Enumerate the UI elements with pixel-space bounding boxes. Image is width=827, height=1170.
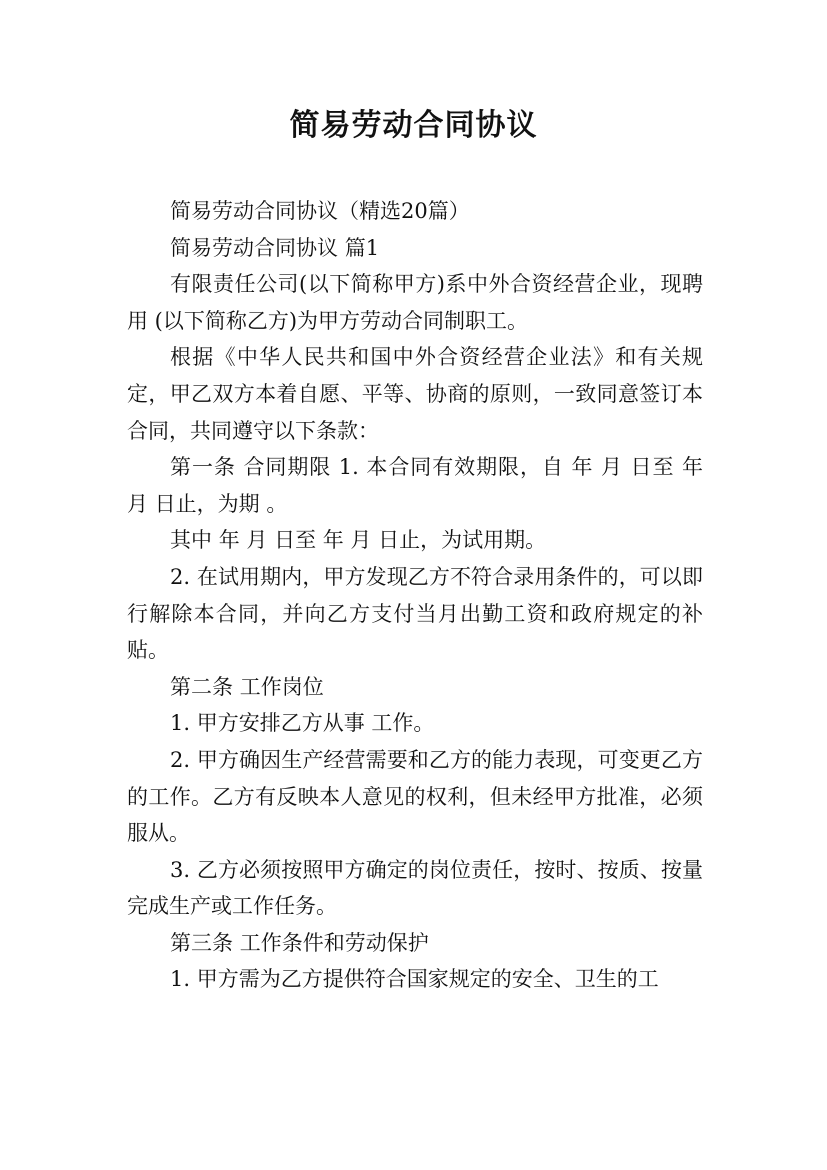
paragraph-article-1: 第一条 合同期限 1. 本合同有效期限，自 年 月 日至 年 月 日止，为期 。 (127, 455, 703, 516)
paragraph: 有限责任公司(以下简称甲方)系中外合资经营企业，现聘用 (以下简称乙方)为甲方劳动合同制职工。 (127, 272, 703, 333)
paragraph: 2. 在试用期内，甲方发现乙方不符合录用条件的，可以即行解除本合同，并向乙方支付当月出勤工资和政府规定的补贴。 (127, 564, 703, 663)
paragraph: 3. 乙方必须按照甲方确定的岗位责任，按时、按质、按量完成生产或工作任务。 (127, 857, 703, 919)
paragraph: 其中 年 月 日至 年 月 日止，为试用期。 (170, 528, 547, 553)
paragraph: 1. 甲方安排乙方从事 工作。 (170, 711, 435, 736)
paragraph-section-heading: 简易劳动合同协议 篇1 (170, 235, 380, 260)
paragraph: 根据《中华人民共和国中外合资经营企业法》和有关规定，甲乙双方本着自愿、平等、协商的原则，一致同意签订本合同，共同遵守以下条款： (127, 345, 703, 443)
paragraph: 1. 甲方需为乙方提供符合国家规定的安全、卫生的工 (170, 967, 659, 992)
document-title: 简易劳动合同协议 (289, 108, 538, 143)
paragraph: 2. 甲方确因生产经营需要和乙方的能力表现，可变更乙方的工作。乙方有反映本人意见的权利，但未经甲方批准，必须服从。 (127, 747, 703, 846)
paragraph-article-3-heading: 第三条 工作条件和劳动保护 (170, 930, 429, 955)
paragraph-subtitle: 简易劳动合同协议（精选20篇） (170, 199, 470, 223)
document-body (127, 193, 703, 998)
paragraph-article-2-heading: 第二条 工作岗位 (170, 674, 324, 699)
